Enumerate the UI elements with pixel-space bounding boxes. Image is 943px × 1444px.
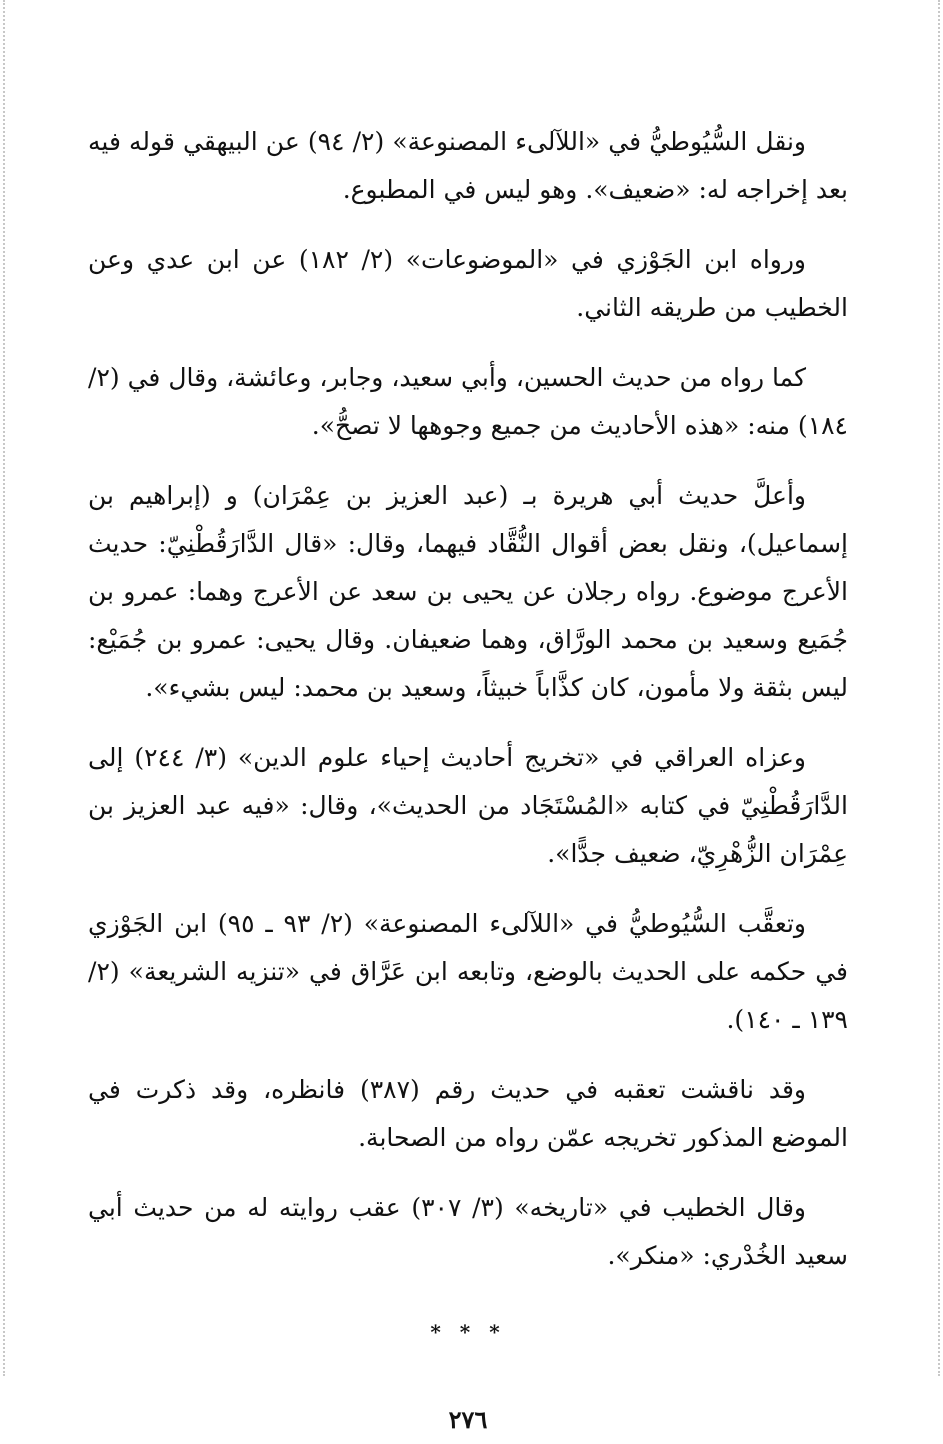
paragraph-5: وعزاه العراقي في «تخريج أحاديث إحياء علوم الدين» (٣/ ٢٤٤) إلى الدَّارَقُطْنِيّ في كتابه «المُسْتَجَاد من الحديث»، وقال: «فيه عبد العزيز بن عِمْرَان الزُّهْرِيّ، ضعيف جدًّا». bbox=[88, 743, 848, 868]
paragraph-7: وقد ناقشت تعقبه في حديث رقم (٣٨٧) فانظره، وقد ذكرت في الموضع المذكور تخريجه عمّن رواه من الصحابة. bbox=[88, 1075, 848, 1152]
paragraph-1: ونقل السُّيُوطيُّ في «اللآلىء المصنوعة» (٢/ ٩٤) عن البيهقي قوله فيه بعد إخراجه له: «ضعيف». وهو ليس في المطبوع. bbox=[88, 127, 848, 204]
paragraph-3: كما رواه من حديث الحسين، وأبي سعيد، وجابر، وعائشة، وقال في (٢/ ١٨٤) منه: «هذه الأحاديث من جميع وجوهها لا تصحُّ». bbox=[88, 363, 848, 440]
right-edge-dots bbox=[938, 0, 940, 1376]
paragraph-6: وتعقَّب السُّيُوطيُّ في «اللآلىء المصنوعة» (٢/ ٩٣ ـ ٩٥) ابن الجَوْزي في حكمه على الحديث بالوضع، وتابعه ابن عَرَّاق في «تنزيه الشريعة» (٢/ ١٣٩ ـ ١٤٠). bbox=[88, 909, 848, 1034]
left-edge-dots bbox=[3, 0, 5, 1376]
paragraph-2: ورواه ابن الجَوْزي في «الموضوعات» (٢/ ١٨٢) عن ابن عدي وعن الخطيب من طريقه الثاني. bbox=[88, 245, 848, 322]
section-separator: * * * bbox=[430, 1320, 506, 1344]
paragraph-4: وأعلَّ حديث أبي هريرة بـ (عبد العزيز بن عِمْرَان) و (إبراهيم بن إسماعيل)، ونقل بعض أقوال النُّقَّاد فيهما، وقال: «قال الدَّارَقُطْنِيّ: حديث الأعرج موضوع. رواه رجلان عن يحيى بن سعد عن الأعرج وهما: عمرو بن جُمَيع وسعيد بن محمد الورَّاق، وهما ضعيفان. وقال يحيى: عمرو بن جُمَيْع: ليس بثقة ولا مأمون، كان كذَّاباً خبيثاً، وسعيد بن محمد: ليس بشيء». bbox=[88, 481, 848, 702]
page-number: ٢٧٦ bbox=[448, 1405, 488, 1434]
document-page bbox=[88, 118, 848, 1444]
paragraph-8: وقال الخطيب في «تاريخه» (٣/ ٣٠٧) عقب روايته له من حديث أبي سعيد الخُدْري: «منكر». bbox=[88, 1193, 848, 1270]
